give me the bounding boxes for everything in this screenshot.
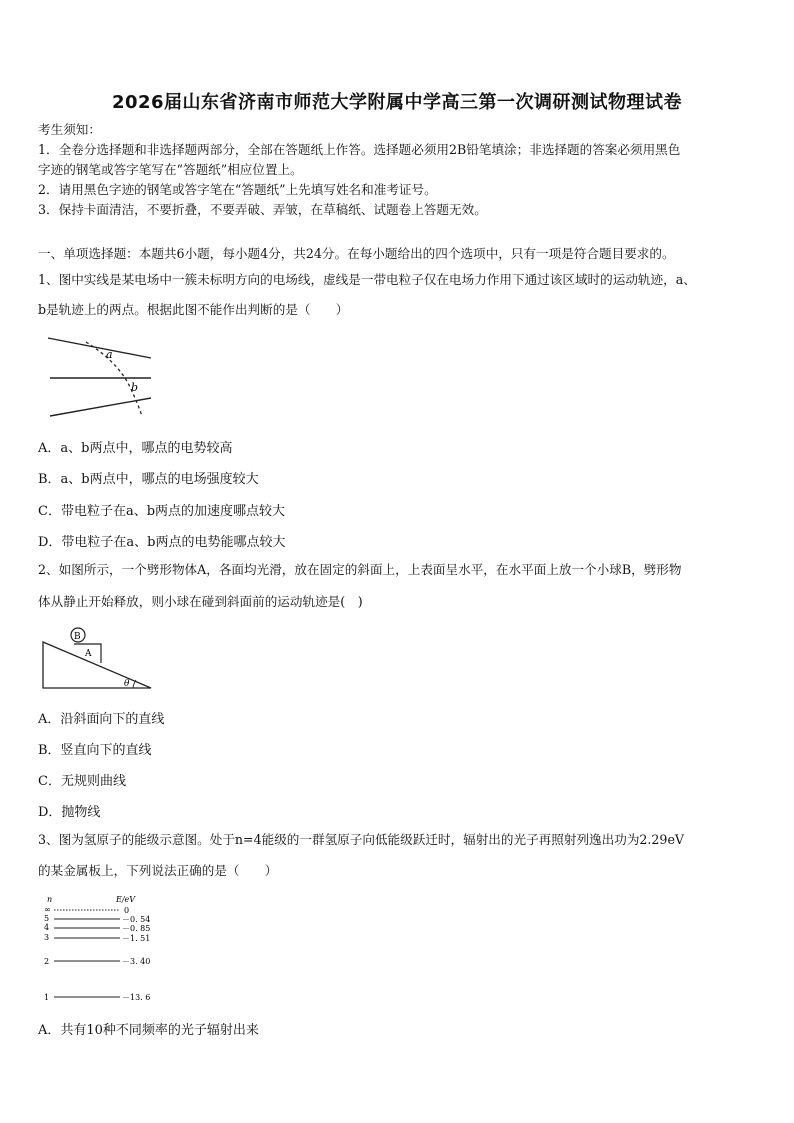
question-1-stem: 1、图中实线是某电场中一簇未标明方向的电场线，虚线是一带电粒子仅在电场力作用下通过该区域时的运动轨迹，a、	[38, 272, 696, 287]
question-3-stem: 的某金属板上，下列说法正确的是（ ）	[38, 863, 278, 878]
option-a[interactable]: A．a、b两点中，哪点的电势较高	[38, 441, 233, 456]
level-energy-label: 0	[124, 906, 130, 915]
level-energy-label: －3. 40	[122, 957, 151, 966]
level-n-label: ∞	[44, 905, 51, 914]
level-n-label: 1	[44, 993, 50, 1002]
energy-axis-label: E/eV	[116, 895, 136, 904]
page-title: 2026届山东省济南市师范大学附属中学高三第一次调研测试物理试卷	[111, 92, 683, 113]
level-n-label: 2	[44, 957, 50, 966]
level-energy-label: －0. 54	[122, 915, 151, 924]
electric-field-figure	[40, 332, 160, 422]
question-1-stem: b是轨迹上的两点。根据此图不能作出判断的是（ ）	[38, 302, 349, 317]
level-n-label: 4	[44, 923, 50, 932]
option-d[interactable]: D．抛物线	[38, 805, 101, 820]
option-b[interactable]: B．a、b两点中，哪点的电场强度较大	[38, 472, 259, 487]
n-axis-label: n	[47, 895, 53, 904]
theta-label: θ	[124, 679, 130, 689]
notice-line: 2．请用黑色字迹的钢笔或答字笔在“答题纸”上先填写姓名和准考证号。	[38, 182, 437, 197]
point-a-label: a	[106, 348, 113, 361]
option-d[interactable]: D．带电粒子在a、b两点的电势能哪点较大	[38, 535, 286, 550]
option-a[interactable]: A．沿斜面向下的直线	[38, 712, 165, 727]
field-line	[48, 338, 151, 358]
notice-heading: 考生须知：	[38, 122, 101, 137]
level-energy-label: －13. 6	[122, 993, 151, 1002]
question-3-stem: 3、图为氢原子的能级示意图。处于n=4能级的一群氢原子向低能级跃迁时，辐射出的光子再照射列逸出功为2.29eV	[38, 832, 684, 847]
notice-line: 字迹的钢笔或答字笔写在“答题纸”相应位置上。	[38, 162, 303, 177]
option-a[interactable]: A．共有10种不同频率的光子辐射出来	[38, 1023, 259, 1038]
question-2-stem: 2、如图所示，一个劈形物体A，各面均光滑，放在固定的斜面上，上表面呈水平，在水平面上放一个小球B，劈形物	[38, 562, 682, 577]
ball-b-label: B	[74, 632, 81, 642]
level-n-label: 5	[44, 914, 50, 923]
question-2-stem: 体从静止开始释放，则小球在碰到斜面前的运动轨迹是( )	[38, 594, 363, 609]
option-b[interactable]: B．竖直向下的直线	[38, 743, 152, 758]
wedge-a-label: A	[85, 649, 92, 659]
wedge-incline-figure	[40, 624, 156, 692]
point-b-label: b	[131, 381, 139, 394]
level-energy-label: －1. 51	[122, 934, 151, 943]
section-heading: 一、单项选择题：本题共6小题，每小题4分，共24分。在每小题给出的四个选项中，只有一项是符合题目要求的。	[38, 246, 675, 261]
option-c[interactable]: C．无规则曲线	[38, 774, 126, 789]
level-n-label: 3	[44, 933, 50, 942]
energy-level-diagram	[40, 892, 170, 1004]
notice-line: 1．全卷分选择题和非选择题两部分，全部在答题纸上作答。选择题必须用2B铅笔填涂；非选择题的答案必须用黑色	[38, 142, 681, 157]
option-c[interactable]: C．带电粒子在a、b两点的加速度哪点较大	[38, 504, 286, 519]
notice-line: 3．保持卡面清洁，不要折叠，不要弄破、弄皱，在草稿纸、试题卷上答题无效。	[38, 202, 487, 217]
level-energy-label: －0. 85	[122, 924, 151, 933]
